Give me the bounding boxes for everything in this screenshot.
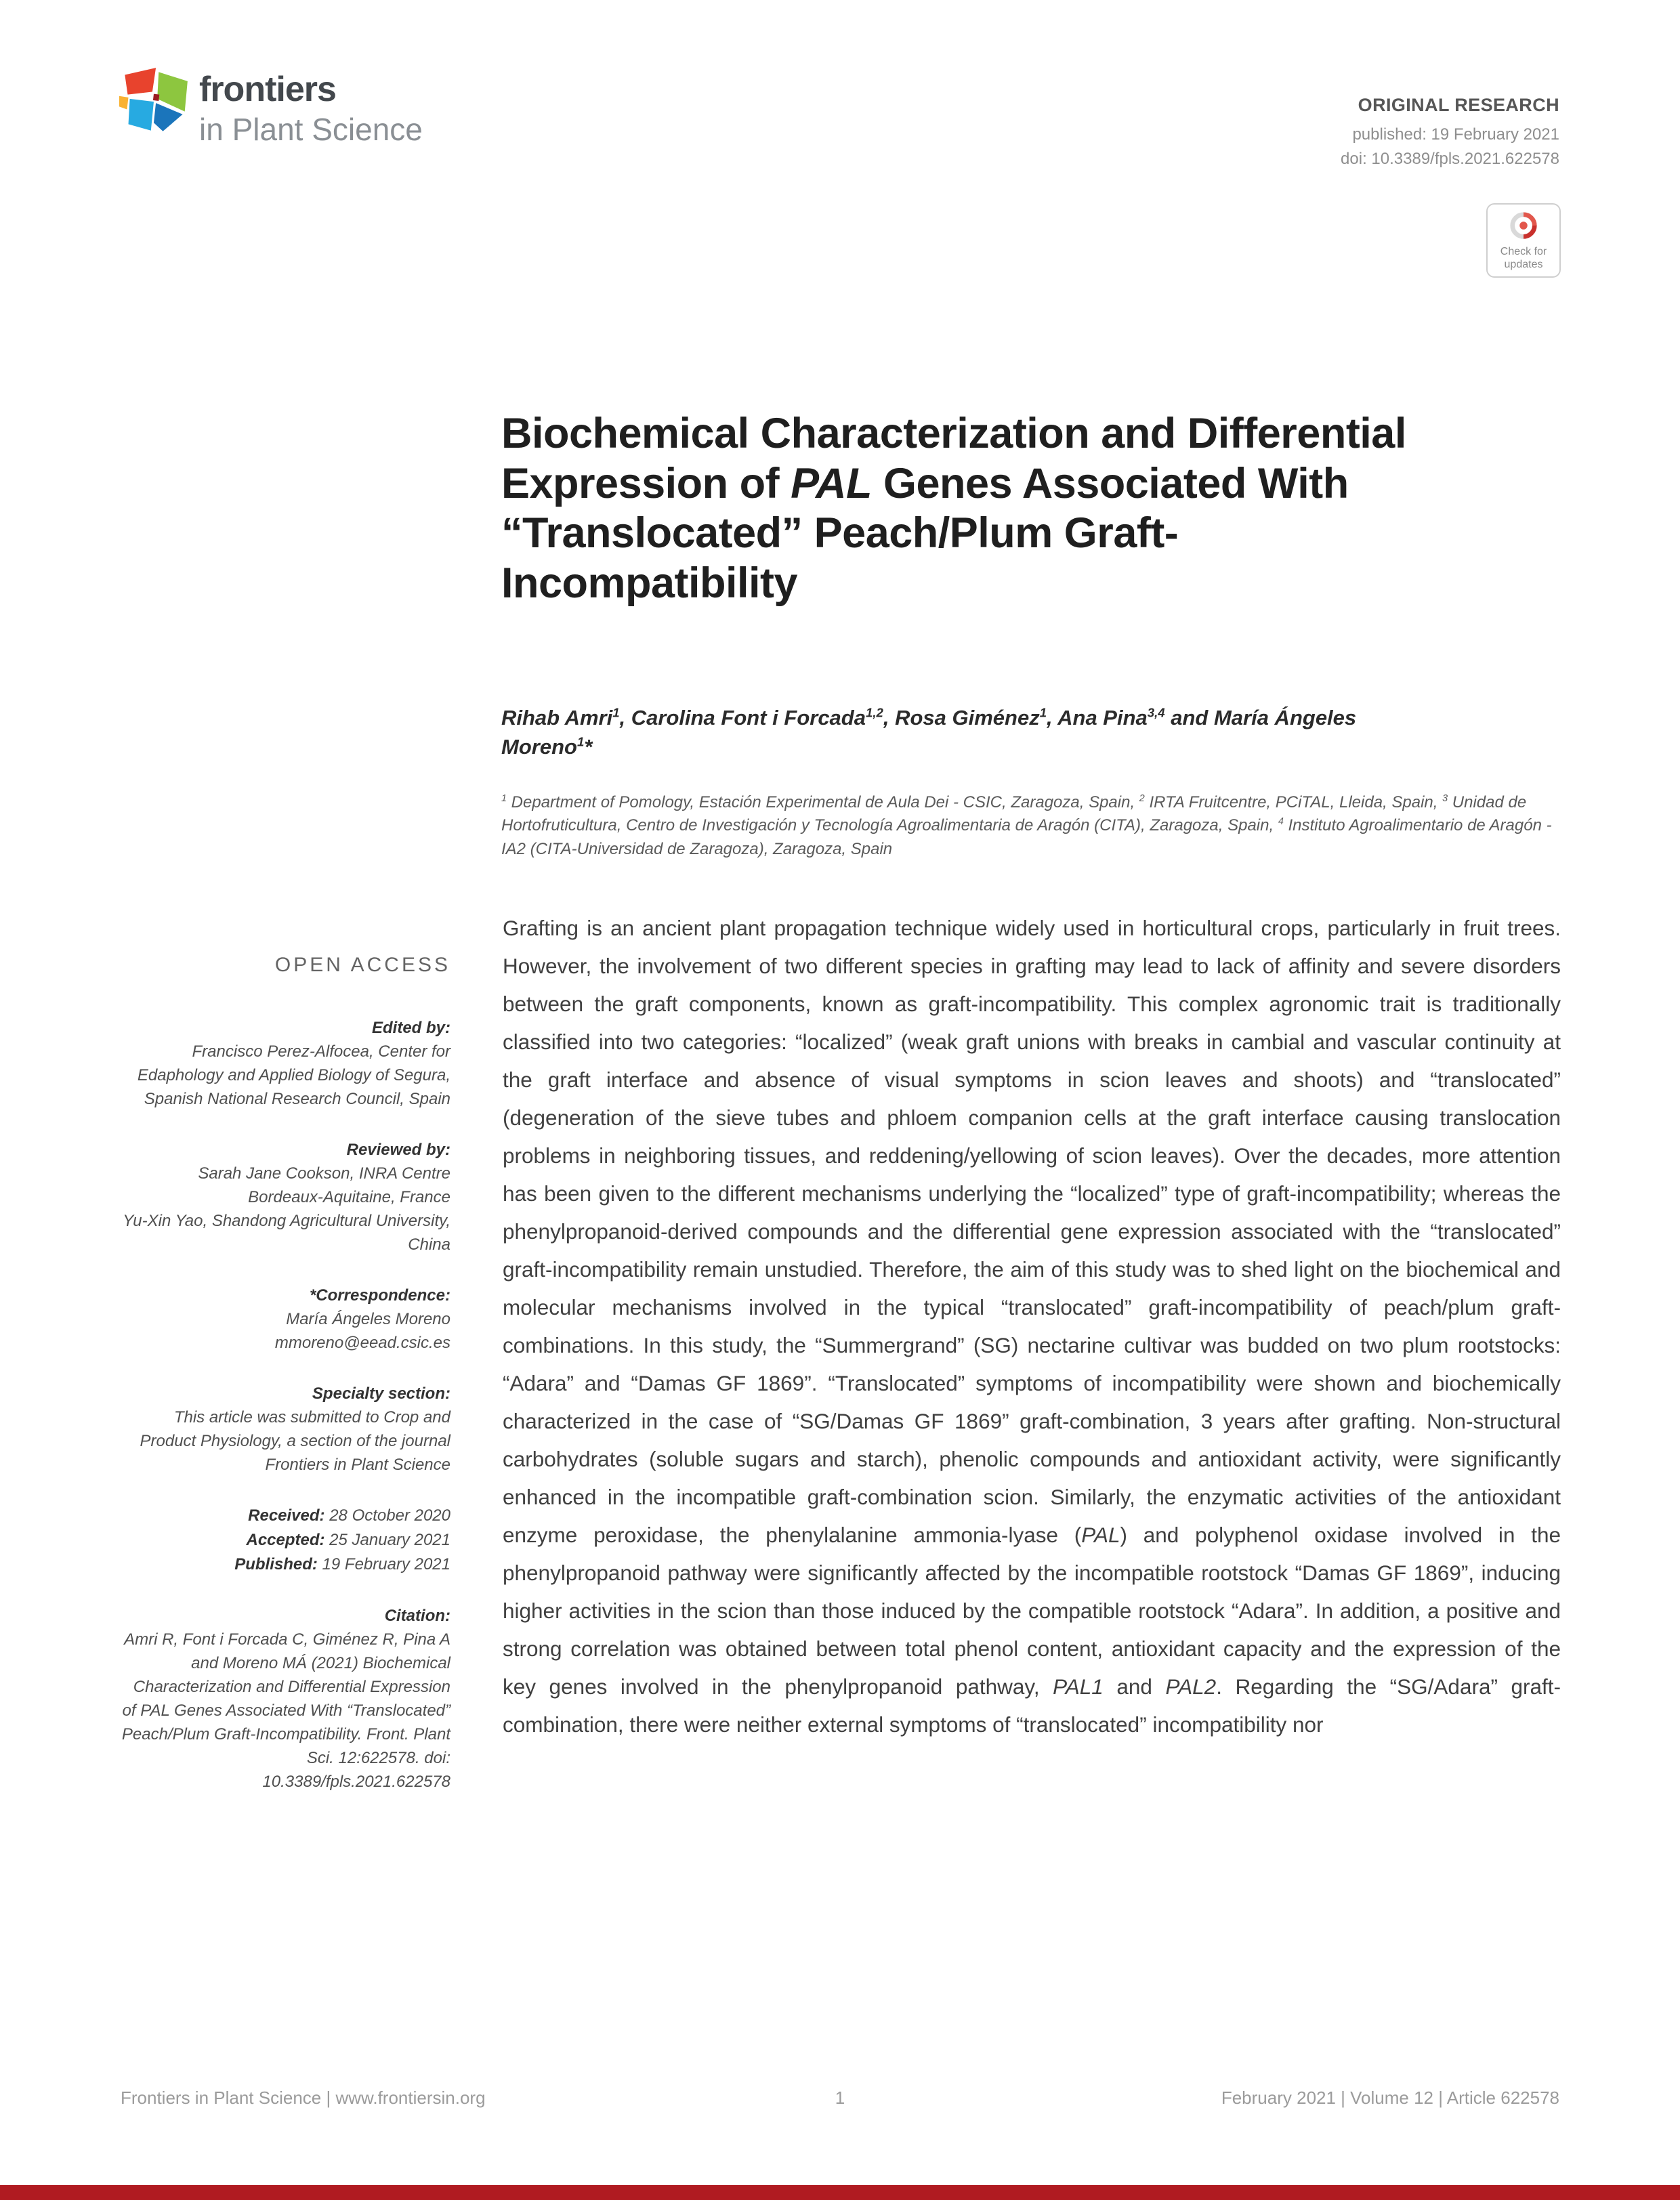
- edited-by-label: Edited by:: [371, 1019, 450, 1037]
- accepted-line: Accepted: 25 January 2021: [246, 1531, 450, 1549]
- edited-by-block: [121, 1016, 450, 1111]
- check-for-updates-badge[interactable]: [1486, 203, 1561, 278]
- journal-name: in Plant Science: [199, 112, 423, 147]
- reviewed-by-label: Reviewed by:: [346, 1141, 450, 1159]
- affiliations: $^1$ Department of Pomology, Estación Experimental de Aula Dei - CSIC, Zaragoza, Spain, $^2$ IRTA Fruitcentre, PCiTAL, Lleida, Spain, $^3$ Unidad de Hortofruticultura, Centro de Investigación y Tecnología Agroalimentaria de Aragón (CITA), Zaragoza, Spain, $^4$ Instituto Agroalimentario de Aragón - IA2 (CITA-Universidad de Zaragoza), Zaragoza, Spain: [501, 793, 1552, 858]
- footer-journal-url[interactable]: Frontiers in Plant Science | www.frontiersin.org: [121, 2088, 486, 2108]
- check-badge-label: Check for updates: [1500, 245, 1547, 270]
- header-meta: [1341, 95, 1559, 171]
- frontiers-logo-icon: [119, 65, 190, 135]
- correspondence-name: María Ángeles Moreno: [286, 1310, 450, 1328]
- reviewer-1: Sarah Jane Cookson, INRA Centre Bordeaux-Aquitaine, France: [198, 1164, 450, 1206]
- history-dates-block: [121, 1504, 450, 1577]
- edited-by-text: Francisco Perez-Alfocea, Center for Edaphology and Applied Biology of Segura, Spanish National Research Council, Spain: [137, 1042, 450, 1108]
- frontiers-logo: [119, 65, 423, 145]
- reviewed-by-block: [121, 1138, 450, 1256]
- correspondence-label: *Correspondence:: [309, 1286, 450, 1305]
- specialty-section-text: This article was submitted to Crop and Product Physiology, a section of the journal Frontiers in Plant Science: [140, 1408, 450, 1474]
- published-line: Published: 19 February 2021: [234, 1555, 450, 1573]
- published-date-line: published: 19 February 2021: [1352, 125, 1559, 144]
- article-type-label: ORIGINAL RESEARCH: [1358, 95, 1559, 115]
- authors-line: Rihab Amri$^1$, Carolina Font i Forcada$^{1,2}$, Rosa Giménez$^1$, Ana Pina$^{3,4}$ and María Ángeles Moreno$^1$*: [501, 705, 1357, 759]
- page-footer: [0, 2088, 1680, 2115]
- frontiers-wordmark: [199, 72, 423, 145]
- abstract-paragraph: Grafting is an ancient plant propagation technique widely used in horticultural crops, particularly in fruit trees. However, the involvement of two different species in grafting may lead to lack of affinity and severe disorders between the graft components, known as graft-incompatibility. This complex agronomic trait is traditionally classified into two categories: “localized” (weak graft unions with breaks in cambial and vascular continuity at the graft interface and absence of visual symptoms in scion leaves and shoots) and “translocated” (degeneration of the sieve tubes and phloem companion cells at the graft interface causing translocation problems in neighboring tissues, and reddening/yellowing of scion leaves). Over the decades, more attention has been given to the different mechanisms underlying the “localized” type of graft-incompatibility; whereas the phenylpropanoid-derived compounds and the differential gene expression associated with the “translocated” graft-incompatibility remain unstudied. Therefore, the aim of this study was to shed light on the biochemical and molecular mechanisms involved in the typical “translocated” graft-incompatibility of peach/plum graft-combinations. In this study, the “Summergrand” (SG) nectarine cultivar was budded on two plum rootstocks: “Adara” and “Damas GF 1869”. “Translocated” symptoms of incompatibility were shown and biochemically characterized in the case of “SG/Damas GF 1869” graft-combination, 3 years after grafting. Non-structural carbohydrates (soluble sugars and starch), phenolic compounds and antioxidant activity, were significantly enhanced in the incompatible graft-combination scion. Similarly, the enzymatic activities of the antioxidant enzyme peroxidase, the phenylalanine ammonia-lyase (PAL) and polyphenol oxidase involved in the phenylpropanoid pathway were significantly affected by the incompatible rootstock “Damas GF 1869”, inducing higher activities in the scion than those induced by the compatible rootstock “Adara”. In addition, a positive and strong correlation was obtained between total phenol content, antioxidant capacity and the expression of the key genes involved in the phenylpropanoid pathway, PAL1 and PAL2. Regarding the “SG/Adara” graft-combination, there were neither external symptoms of “translocated” incompatibility nor: [503, 916, 1561, 1737]
- brand-name: frontiers: [199, 70, 336, 109]
- citation-block: [121, 1604, 450, 1794]
- specialty-section-block: [121, 1382, 450, 1477]
- sidebar: [121, 954, 450, 1821]
- citation-label: Citation:: [384, 1607, 450, 1625]
- doi-line: doi: 10.3389/fpls.2021.622578: [1341, 150, 1559, 168]
- correspondence-email-link[interactable]: mmoreno@eead.csic.es: [274, 1334, 450, 1352]
- footer-red-bar: [0, 2185, 1680, 2200]
- citation-text: Amri R, Font i Forcada C, Giménez R, Pina A and Moreno MÁ (2021) Biochemical Characterization and Differential Expression of PAL Genes Associated With “Translocated” Peach/Plum Graft-Incompatibility. Front. Plant Sci. 12:622578. doi: 10.3389/fpls.2021.622578: [121, 1630, 450, 1791]
- open-access-label: OPEN ACCESS: [274, 954, 450, 976]
- footer-issue-info: February 2021 | Volume 12 | Article 622578: [1221, 2088, 1559, 2108]
- article-title: Biochemical Characterization and Differential Expression of PAL Genes Associated With “Translocated” Peach/Plum Graft-Incompatibility: [501, 410, 1406, 608]
- reviewer-2: Yu-Xin Yao, Shandong Agricultural University, China: [123, 1212, 450, 1254]
- crossmark-icon: [1508, 210, 1539, 241]
- correspondence-block: [121, 1284, 450, 1355]
- received-line: Received: 28 October 2020: [248, 1506, 450, 1525]
- specialty-section-label: Specialty section:: [312, 1384, 450, 1403]
- footer-page-number: 1: [835, 2088, 845, 2108]
